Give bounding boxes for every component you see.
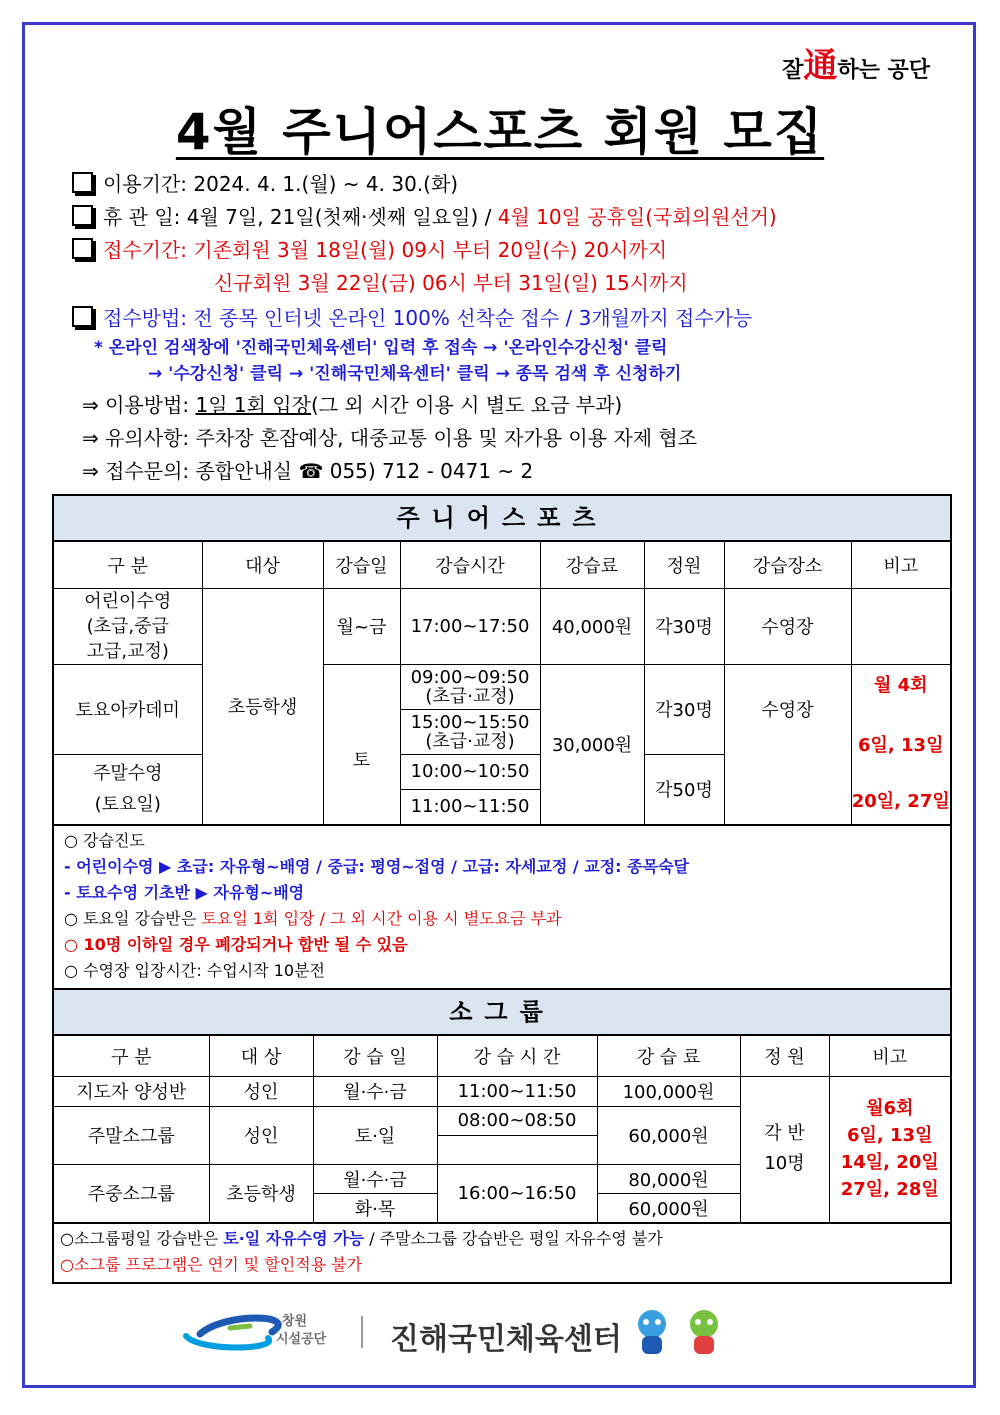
col-header: 비고 (829, 1036, 950, 1076)
junior-header-row (54, 542, 950, 588)
col-header: 구 분 (54, 1036, 209, 1076)
table-row (54, 1076, 950, 1106)
col-header: 강습장소 (724, 542, 851, 588)
day-cell: 월·수·금 (313, 1076, 437, 1106)
row-name: 토요아카데미 (54, 664, 202, 754)
slogan-big-char: 通 (803, 46, 838, 86)
remark-line: ○ 10명 이하일 경우 폐강되거나 합반 될 수 있음 (64, 934, 408, 954)
remark-line: - 어린이수영 ▶ 초급: 자유형~배영 / 중급: 평영~접영 / 고급: 자세교정 / 교정: 종목숙달 (64, 856, 689, 876)
time-cell: 11:00~11:50 (400, 789, 540, 824)
checkbox-icon (72, 238, 93, 259)
remark-line: - 토요수영 기초반 ▶ 자유형~배영 (64, 882, 305, 902)
org-name-top: 창원 (282, 1314, 308, 1329)
capacity-cell: 각30명 (644, 588, 724, 664)
capacity-cell: 각 반 10명 (740, 1076, 829, 1222)
info-reg2: 신규회원 3월 22일(금) 06시 부터 31일(일) 15시까지 (214, 271, 688, 295)
info-closed (72, 201, 972, 234)
org-name-bottom: 시설공단 (276, 1332, 327, 1347)
fee-cell: 60,000원 (597, 1193, 740, 1222)
remark-line: ○ 강습진도 (64, 830, 145, 850)
fee-cell: 60,000원 (597, 1106, 740, 1164)
col-header: 정 원 (740, 1036, 829, 1076)
target-cell: 성인 (209, 1076, 313, 1106)
remark-line: ○소그룹 프로그램은 연기 및 할인적용 불가 (60, 1254, 363, 1274)
col-header: 강습시간 (400, 542, 540, 588)
time-cell: 11:00~11:50 (437, 1076, 597, 1106)
table-row (54, 588, 950, 664)
info-section (72, 168, 972, 488)
col-header: 정원 (644, 542, 724, 588)
target-cell: 초등학생 (202, 588, 323, 824)
time-cell: 15:00~15:50 (초급·교정) (400, 709, 540, 754)
note-cell: 월6회 6일, 13일 14일, 20일 27일, 28일 (829, 1076, 950, 1222)
slogan-pre: 잘 (782, 58, 804, 83)
org-logo-icon (186, 1318, 278, 1348)
remark-text: ○소그룹평일 강습반은 (60, 1228, 224, 1248)
row-name: 주중소그룹 (54, 1164, 209, 1222)
time-cell-empty (437, 1135, 597, 1164)
day-cell: 토·일 (313, 1106, 437, 1164)
col-header: 구 분 (54, 542, 202, 588)
place-cell: 수영장 (724, 588, 851, 664)
info-closed-text: 휴 관 일: 4월 7일, 21일(첫째·셋째 일요일) / (103, 205, 498, 229)
junior-title: 주니어스포츠 (54, 496, 950, 542)
info-use-pre: ⇒ 이용방법: (82, 393, 196, 417)
day-cell: 토 (323, 664, 400, 824)
remark-text: ○ 토요일 강습반은 (64, 908, 202, 928)
day-cell: 화·목 (313, 1193, 437, 1222)
page-title: 4월 주니어스포츠 회원 모집 (175, 103, 825, 161)
info-method-text: 접수방법: 전 종목 인터넷 온라인 100% 선착순 접수 / 3개월까지 접수가능 (103, 306, 753, 330)
slogan-post: 하는 공단 (837, 58, 930, 83)
row-name: 지도자 양성반 (54, 1076, 209, 1106)
info-period-text: 이용기간: 2024. 4. 1.(월) ~ 4. 30.(화) (103, 172, 459, 196)
fee-cell: 30,000원 (540, 664, 644, 824)
info-use (72, 389, 972, 422)
info-inquiry: ⇒ 접수문의: 종합안내실 ☎ 055) 712 - 0471 ~ 2 (82, 459, 534, 483)
center-name: 진해국민체육센터 (390, 1322, 622, 1357)
info-use-post: (그 외 시간 이용 시 별도 요금 부과) (310, 393, 623, 417)
day-cell: 월~금 (323, 588, 400, 664)
small-group-title: 소그룹 (54, 990, 950, 1036)
day-cell: 월·수·금 (313, 1164, 437, 1193)
small-group-remarks (54, 1223, 950, 1282)
remark-line: ○ 수영장 입장시간: 수업시작 10분전 (64, 960, 325, 980)
checkbox-icon (72, 172, 93, 193)
time-cell: 10:00~10:50 (400, 754, 540, 789)
info-reg1-text: 접수기간: 기존회원 3월 18일(월) 09시 부터 20일(수) 20시까지 (103, 238, 668, 262)
table-row (54, 664, 950, 709)
note-line: 월 4회 (873, 675, 928, 696)
target-cell: 성인 (209, 1106, 313, 1164)
page-title-wrap (0, 92, 1000, 164)
fee-cell: 40,000원 (540, 588, 644, 664)
col-header: 비고 (851, 542, 950, 588)
note-cell (851, 664, 950, 824)
info-reg1 (72, 234, 972, 267)
col-header: 강 습 시 간 (437, 1036, 597, 1076)
row-name: 어린이수영 (초급,중급 고급,교정) (54, 588, 202, 664)
junior-section (52, 494, 952, 990)
footer (0, 1302, 1000, 1362)
checkbox-icon (72, 306, 93, 327)
col-header: 강습일 (323, 542, 400, 588)
fee-cell: 80,000원 (597, 1164, 740, 1193)
fee-cell: 100,000원 (597, 1076, 740, 1106)
col-header: 대 상 (209, 1036, 313, 1076)
note-line: 6일, 13일 (858, 735, 944, 756)
small-group-table (54, 1036, 950, 1223)
junior-table (54, 542, 950, 825)
junior-remarks (54, 825, 950, 988)
info-note1: * 온라인 검색창에 '진해국민체육센터' 입력 후 접속 → '온라인수강신청' 클릭 (94, 338, 668, 358)
time-cell: 08:00~08:50 (437, 1106, 597, 1135)
small-group-section (52, 988, 952, 1284)
col-header: 대상 (202, 542, 323, 588)
time-cell: 16:00~16:50 (437, 1164, 597, 1222)
row-name: 주말소그룹 (54, 1106, 209, 1164)
capacity-cell: 각30명 (644, 664, 724, 754)
time-cell: 17:00~17:50 (400, 588, 540, 664)
mascot-icon (638, 1310, 718, 1354)
row-name: 주말수영 (토요일) (54, 754, 202, 824)
remark-highlight: 토요일 1회 입장 / 그 외 시간 이용 시 별도요금 부과 (201, 908, 562, 928)
info-method (72, 302, 972, 335)
info-note2: → '수강신청' 클릭 → '진해국민체육센터' 클릭 → 종목 검색 후 신청하기 (148, 364, 682, 384)
small-header-row (54, 1036, 950, 1076)
time-cell: 09:00~09:50 (초급·교정) (400, 664, 540, 709)
note-cell-empty (851, 588, 950, 664)
place-cell: 수영장 (724, 664, 851, 824)
col-header: 강 습 료 (597, 1036, 740, 1076)
checkbox-icon (72, 205, 93, 226)
capacity-cell: 각50명 (644, 754, 724, 824)
remark-highlight: 토·일 자유수영 가능 (223, 1228, 365, 1248)
note-line: 20일, 27일 (851, 791, 950, 812)
remark-text: / 주말소그룹 강습반은 평일 자유수영 불가 (364, 1228, 663, 1248)
info-closed-holiday: 4월 10일 공휴일(국회의원선거) (497, 205, 777, 229)
slogan (782, 38, 930, 87)
col-header: 강습료 (540, 542, 644, 588)
info-caution: ⇒ 유의사항: 주차장 혼잡예상, 대중교통 이용 및 자가용 이용 자제 협조 (82, 426, 698, 450)
remark-line (60, 1226, 940, 1252)
col-header: 강 습 일 (313, 1036, 437, 1076)
info-use-underlined: 1일 1회 입장 (195, 393, 311, 417)
target-cell: 초등학생 (209, 1164, 313, 1222)
info-period (72, 168, 972, 201)
remark-line (64, 906, 940, 932)
